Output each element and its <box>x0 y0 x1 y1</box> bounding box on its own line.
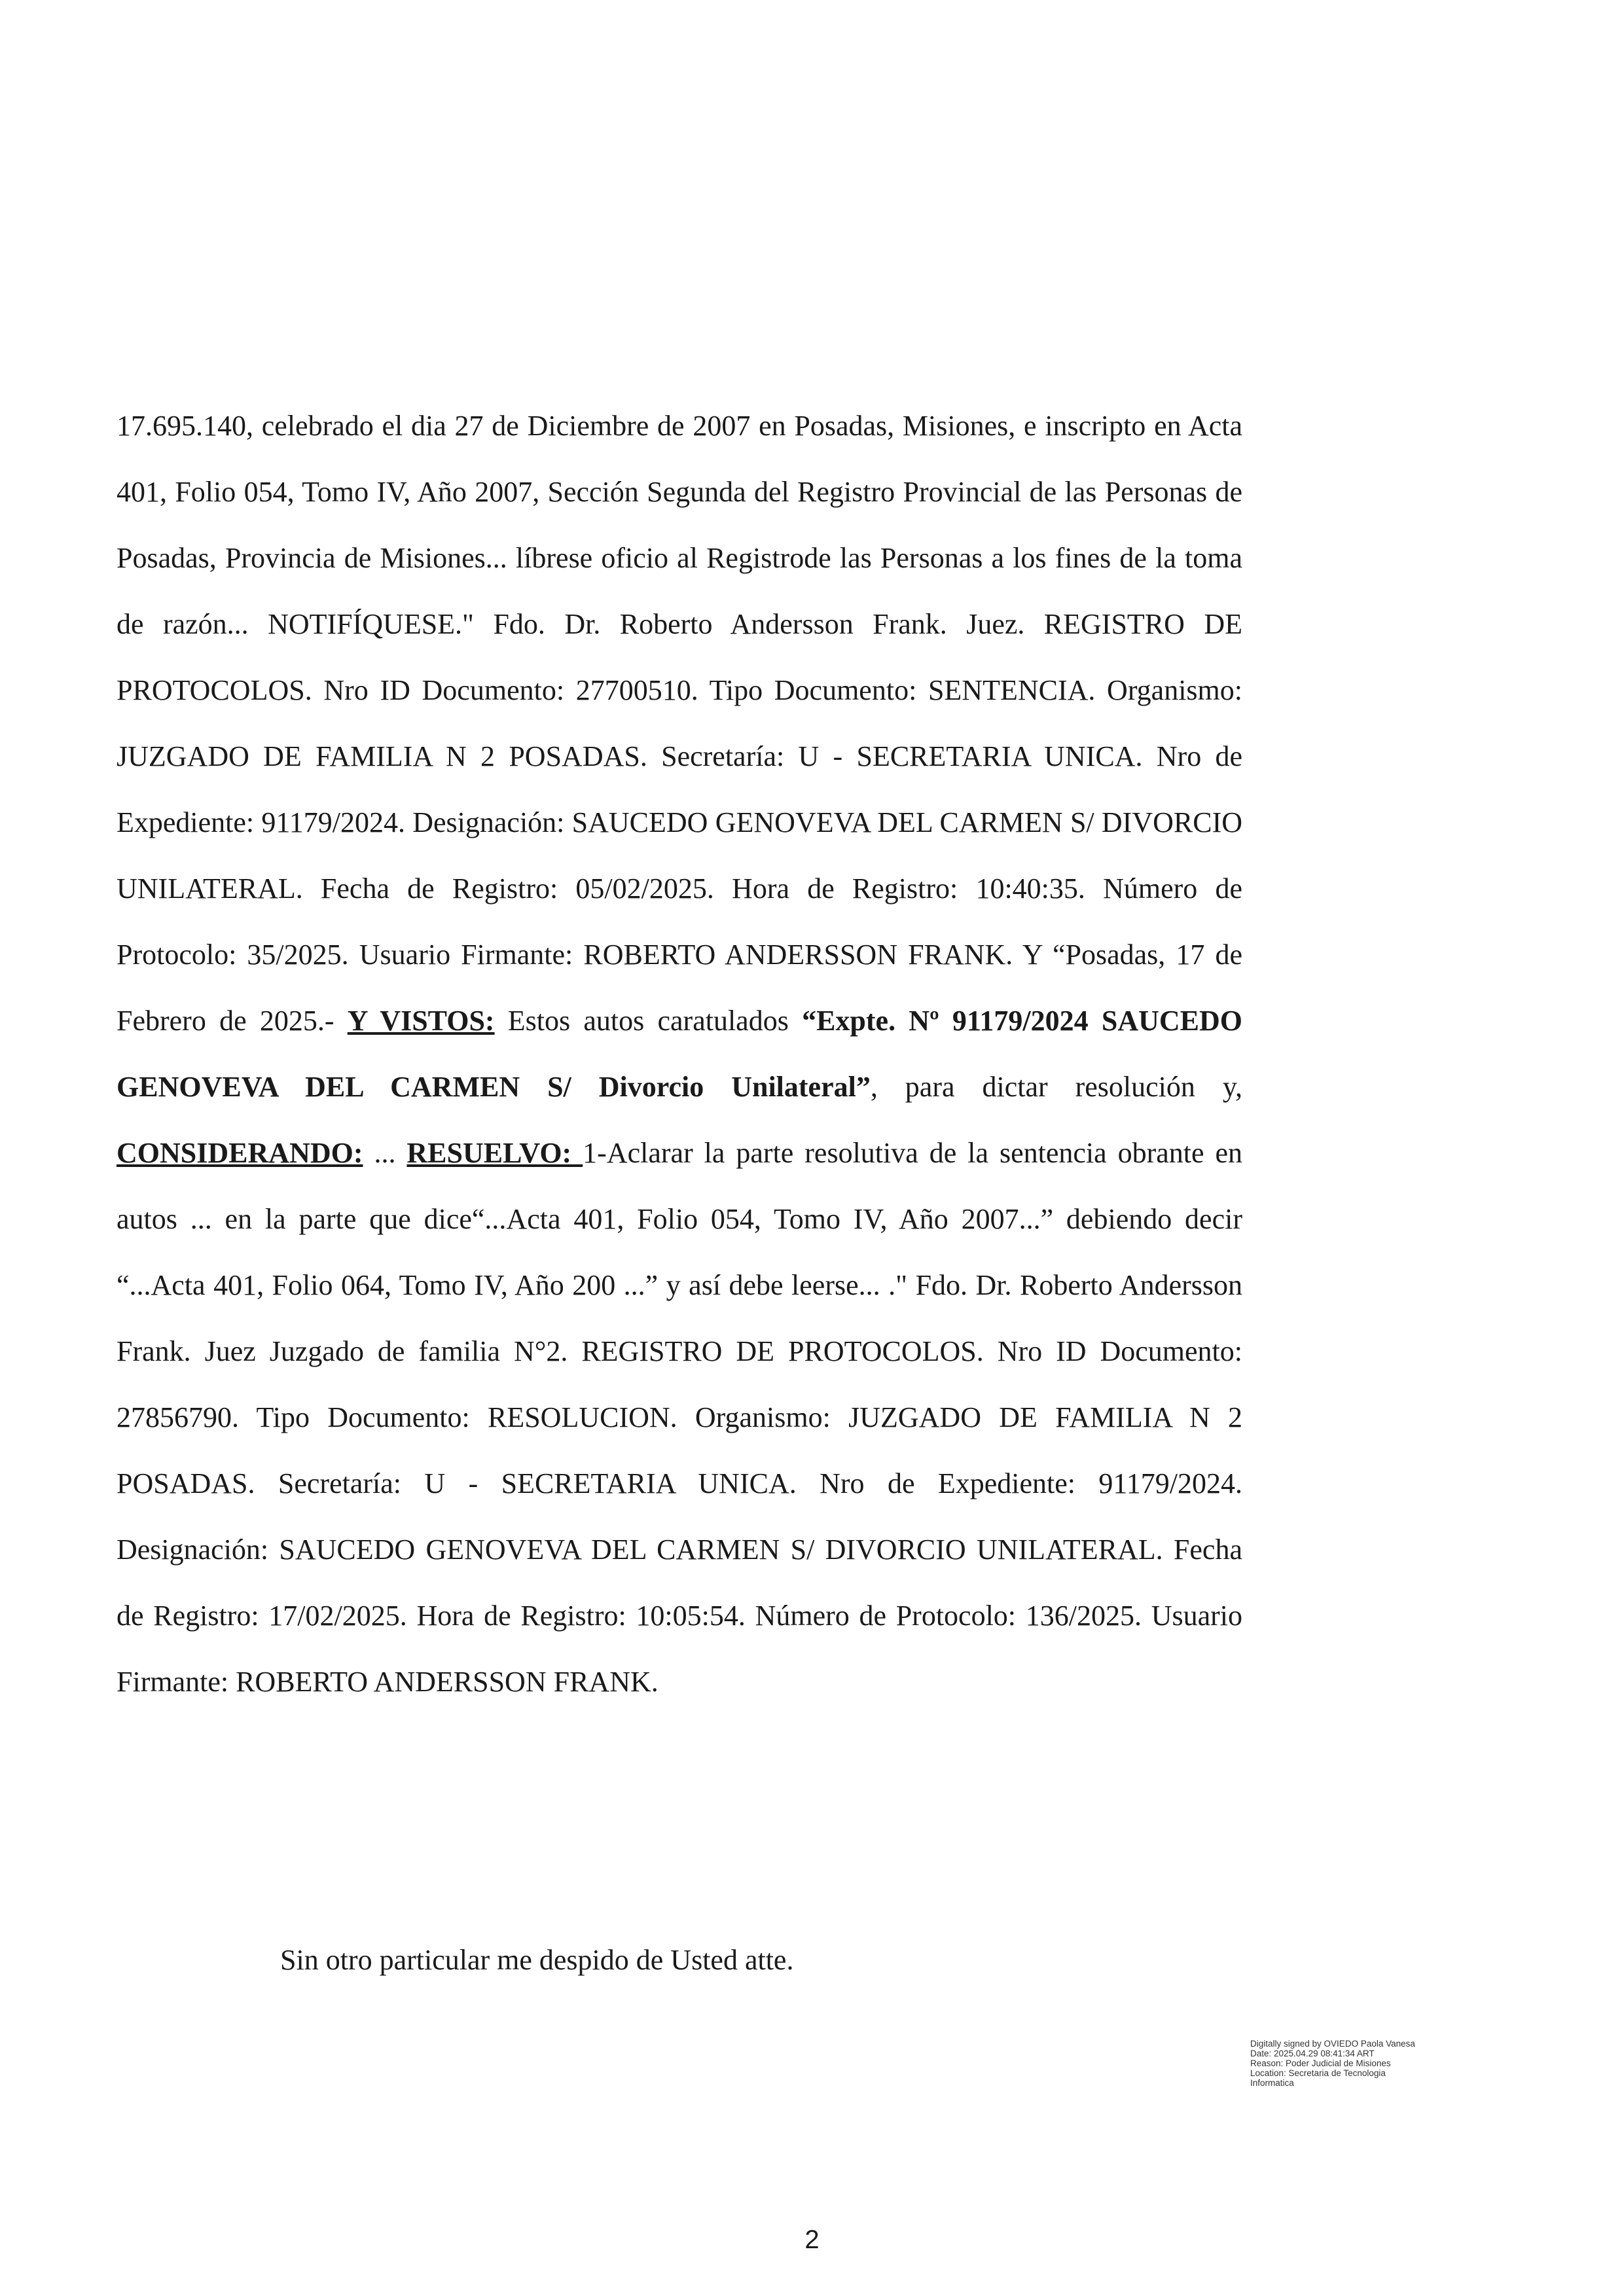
text-segment-4: ... <box>363 1137 407 1169</box>
text-segment-5: 1-Aclarar la parte resolutiva de la sentencia obrante en autos ... en la parte que dice“...Acta 401, Folio 054, Tomo IV, Año 2007...” debiendo decir “...Acta 401, Folio 064, Tomo IV, Año 200 ...” y así debe leerse... ." Fdo. Dr. Roberto Andersson Frank. Juez Juzgado de familia N°2. REGISTRO DE PROTOCOLOS. Nro ID Documento: 27856790. Tipo Documento: RESOLUCION. Organismo: JUZGADO DE FAMILIA N 2 POSADAS. Secretaría: U - SECRETARIA UNICA. Nro de Expediente: 91179/2024. Designación: SAUCEDO GENOVEVA DEL CARMEN S/ DIVORCIO UNILATERAL. Fecha de Registro: 17/02/2025. Hora de Registro: 10:05:54. Número de Protocolo: 136/2025. Usuario Firmante: ROBERTO ANDERSSON FRANK. <box>117 1137 1243 1698</box>
text-segment-1: 17.695.140, celebrado el dia 27 de Diciembre de 2007 en Posadas, Misiones, e inscripto en Acta 401, Folio 054, Tomo IV, Año 2007, Sección Segunda del Registro Provincial de las Personas de Posadas, Provincia de Misiones... líbrese oficio al Registrode las Personas a los fines de la toma de razón... NOTIFÍQUESE." Fdo. Dr. Roberto Andersson Frank. Juez. REGISTRO DE PROTOCOLOS. Nro ID Documento: 27700510. Tipo Documento: SENTENCIA. Organismo: JUZGADO DE FAMILIA N 2 POSADAS. Secretaría: U - SECRETARIA UNICA. Nro de Expediente: 91179/2024. Designación: SAUCEDO GENOVEVA DEL CARMEN S/ DIVORCIO UNILATERAL. Fecha de Registro: 05/02/2025. Hora de Registro: 10:40:35. Número de Protocolo: 35/2025. Usuario Firmante: ROBERTO ANDERSSON FRANK. Y “Posadas, 17 de Febrero de 2025.- <box>117 410 1242 1037</box>
y-vistos-heading: Y VISTOS: <box>347 1005 495 1037</box>
text-segment-2: Estos autos caratulados <box>494 1005 803 1037</box>
signature-signer: Digitally signed by OVIEDO Paola Vanesa <box>1250 2039 1415 2049</box>
closing-line: Sin otro particular me despido de Usted atte. <box>280 1944 794 1976</box>
signature-location-cont: Informatica <box>1250 2078 1294 2088</box>
case-title: “Expte. Nº 91179/2024 SAUCEDO GENOVEVA DEL CARMEN S/ Divorcio Unilateral” <box>117 1005 1243 1103</box>
signature-location: Location: Secretaria de Tecnologia <box>1250 2068 1386 2078</box>
body-paragraph <box>117 393 1242 1715</box>
signature-date: Date: 2025.04.29 08:41:34 ART <box>1250 2049 1375 2058</box>
resuelvo-heading: RESUELVO: <box>406 1137 583 1169</box>
digital-signature-block <box>1250 2039 1473 2088</box>
text-segment-3: , para dictar resolución y, <box>870 1071 1242 1103</box>
signature-reason: Reason: Poder Judicial de Misiones <box>1250 2058 1391 2068</box>
page-number: 2 <box>804 2225 820 2254</box>
considerando-heading: CONSIDERANDO: <box>117 1137 363 1169</box>
